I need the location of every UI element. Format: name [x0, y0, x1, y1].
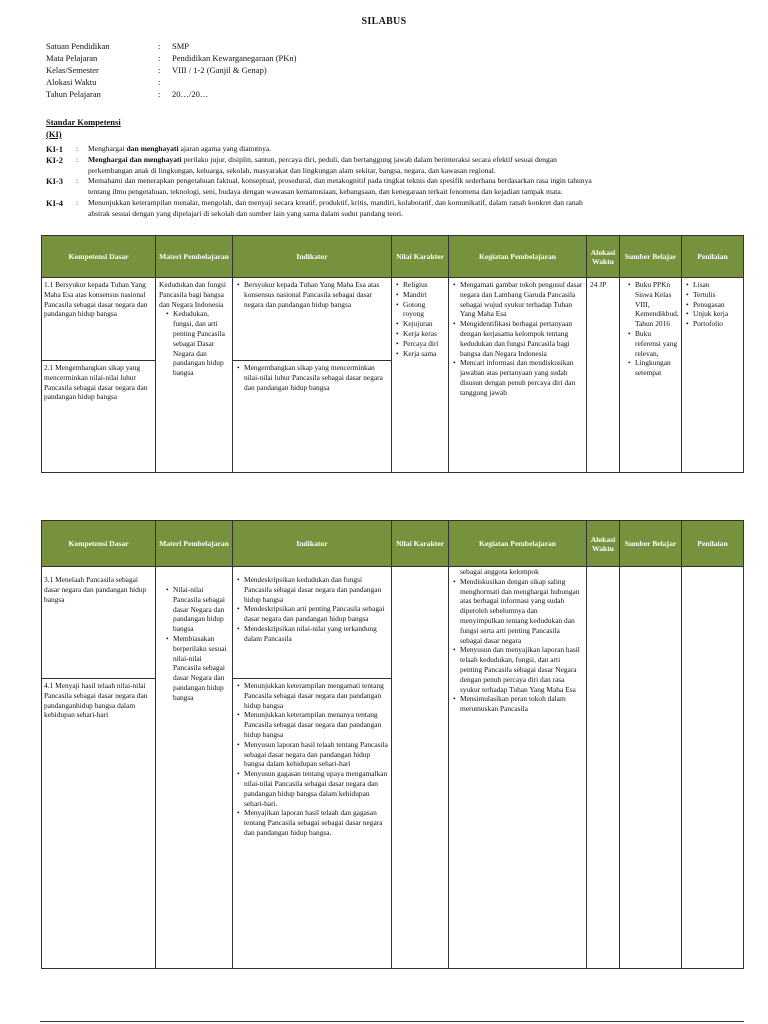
info-label: Tahun Pelajaran	[46, 89, 101, 99]
header-kompetensi-dasar: Kompetensi Dasar	[42, 236, 156, 278]
list-item: • Menyusun dan menyajikan laporan hasil telaah kedudukan, fungsi, dan arti penting Pancasila sebagai dasar Negara dengan penuh percaya diri dan rasa syukur terhadap Tuhan Yang Maha Esa	[460, 645, 583, 694]
table-row	[42, 278, 744, 361]
list-item: • Membiasakan berperilaku sesuai nilai-nilai Pancasila sebagai dasar Negara dan pandangan hidup bangsa	[173, 634, 229, 703]
standar-kompetensi	[46, 116, 121, 140]
header-indikator: Indikator	[233, 521, 392, 567]
header-kegiatan: Kegiatan Pembelajaran	[449, 236, 587, 278]
indikator-cell	[233, 278, 392, 361]
list-item: • Percaya diri	[403, 339, 445, 349]
page-divider	[40, 1021, 744, 1022]
list-item: • Gotong royong	[403, 300, 445, 320]
sumber-cell	[620, 567, 682, 969]
list-item: • Mendeskripsikan nilai-nilai yang terkandung dalam Pancasila	[244, 624, 388, 644]
ki-item: KI-4 : Menunjukkan keterampilan menalar, mengolah, dan menyaji secara kreatif, produktif, kritis, mandiri, kolaboratif, dan komunikatif, dalam ranah konkret dan ranah	[46, 197, 583, 208]
info-value: SMP	[172, 41, 190, 51]
list-item: • Kerja keras	[403, 329, 445, 339]
ki-list	[46, 144, 746, 220]
header-sumber: Sumber Belajar	[620, 521, 682, 567]
info-label: Alokasi Waktu	[46, 77, 97, 87]
header-kompetensi-dasar: Kompetensi Dasar	[42, 521, 156, 567]
kd-cell: 4.1 Menyaji hasil telaah nilai-nilai Pancasila sebagai dasar negara dan pandanganhidup bangsa dalam kehidupan sehari-hari	[42, 679, 156, 969]
list-item: • Menunjukkan keterampilan mengamati tentang Pancasila sebagai dasar negara dan pandangan hidup bangsa	[244, 681, 388, 710]
alokasi-cell	[587, 567, 620, 969]
materi-cell	[156, 567, 233, 969]
list-item: • Buku referensi yang relevan,	[635, 329, 678, 358]
indikator-cell	[233, 361, 392, 473]
list-item: • Mendeskripsikan kedudukan dan fungsi Pancasila sebagai dasar negara dan pandangan hidup bangsa	[244, 575, 388, 604]
info-value: Pendidikan Kewarganegaraan (PKn)	[172, 53, 297, 63]
list-item: • Mengembangkan sikap yang mencerminkan nilai-nilai luhur Pancasila sebagai dasar negara dan pandangan hidup bangsa	[244, 363, 388, 392]
list-item: • Unjuk kerja	[693, 309, 740, 319]
ki-continuation: perkembangan anak di lingkungan, keluarga, sekolah, masyarakat dan lingkungan alam sekitar, bangsa, negara, dan kawasan regional.	[88, 165, 496, 175]
ki-item: KI-2 : Menghargai dan menghayati perilaku jujur, disiplin, santun, percaya diri, peduli, dan bertanggung jawab dalam berinteraksi secara efektif sesuai dengan	[46, 154, 557, 165]
list-item: • Bersyukur kepada Tuhan Yang Maha Esa atas konsensus nasional Pancasila sebagai dasar negara dan pandangan hidup bangsa	[244, 280, 388, 309]
list-item: • Kedudukan, fungsi, dan arti penting Pancasila sebagai Dasar Negara dan pandangan hidup bangsa	[173, 309, 229, 378]
kegiatan-continuation: sebagai anggota kelompok	[460, 567, 539, 576]
sumber-cell	[620, 278, 682, 473]
list-item: • Tertulis	[693, 290, 740, 300]
list-item: • Buku PPKn Siswa Kelas VIII, Kemendikbud, Tahun 2016	[635, 280, 678, 329]
table-header-row	[42, 521, 744, 567]
list-item: • Mensimulasikan peran tokoh dalam merumuskan Pancasila	[460, 694, 583, 714]
header-penilaian: Penilaian	[682, 236, 744, 278]
penilaian-cell	[682, 567, 744, 969]
kd-cell: 2.1 Mengembangkan sikap yang mencerminkan nilai-nilai luhur Pancasila sebagai dasar negara dan pandangan hidup bangsa	[42, 361, 156, 473]
list-item: • Portofolio	[693, 319, 740, 329]
header-kegiatan: Kegiatan Pembelajaran	[449, 521, 587, 567]
list-item: • Nilai-nilai Pancasila sebagai dasar Negara dan pandangan hidup bangsa	[173, 585, 229, 634]
materi-cell: Kedudukan dan fungsi Pancasila bagi bangsa dan Negara Indonesia • Kedudukan, fungsi, dan arti penting Pancasila sebagai Dasar Negara dan pandangan hidup bangsa	[156, 278, 233, 473]
list-item: • Mandiri	[403, 290, 445, 300]
ki-item: KI-3 : Memahami dan menerapkan pengetahuan faktual, konseptual, prosedural, dan metakognitif pada tingkat teknis dan spesifik sederhana berdasarkan rasa ingin tahunya	[46, 176, 592, 187]
list-item: • Menunjukkan keterampilan menanya tentang Pancasila sebagai dasar negara dan pandangan hidup bangsa	[244, 710, 388, 739]
info-row: Alokasi Waktu :	[46, 77, 161, 87]
ki-continuation: tentang ilmu pengetahuan, teknologi, seni, budaya dengan wawasan kemanusiaan, kebangsaan, dan kenegaraan terkait fenomena dan kejadian tampak mata.	[88, 187, 563, 197]
header-materi: Materi Pembelajaran	[156, 521, 233, 567]
penilaian-cell	[682, 278, 744, 473]
info-label: Mata Pelajaran	[46, 53, 98, 63]
info-value: 20…/20…	[172, 89, 209, 99]
list-item: • Religius	[403, 280, 445, 290]
header-penilaian: Penilaian	[682, 521, 744, 567]
info-value: VIII / 1-2 (Ganjil & Genap)	[172, 65, 267, 75]
kd-cell: 1.1 Bersyukur kepada Tuhan Yang Maha Esa atas konsensus nasional Pancasila sebagai dasar negara dan pandangan hidup bangsa	[42, 278, 156, 361]
list-item: • Mendiskusikan dengan sikap saling menghormati dan menghargai hubungan atas berbagai informasi yang sudah diperoleh sebelumnya dan menyimpulkan tentang kedudukan dan fungsi serta arti penting Pancasila sebagai dasar negara	[460, 577, 583, 646]
info-row: Satuan Pendidikan : SMP	[46, 41, 190, 51]
table-row	[42, 567, 744, 679]
ki-continuation: abstrak sesuai dengan yang dipelajari di sekolah dan sumber lain yang sama dalam sudut pandang teori.	[88, 208, 404, 218]
list-item: • Penugasan	[693, 300, 740, 310]
document-info	[46, 40, 296, 100]
list-item: • Menyusun gagasan tentang upaya mengamalkan nilai-nilai Pancasila sebagai dasar negara dan pandangan hidup bangsa dalam kehidupan sehari-hari.	[244, 769, 388, 808]
syllabus-table-2	[41, 520, 744, 969]
header-nilai-karakter: Nilai Karakter	[392, 236, 449, 278]
list-item: • Kejujuran	[403, 319, 445, 329]
header-alokasi: Alokasi Waktu	[587, 521, 620, 567]
info-row: Tahun Pelajaran : 20…/20…	[46, 89, 209, 99]
page-title: SILABUS	[361, 16, 407, 27]
indikator-cell	[233, 679, 392, 969]
kegiatan-cell	[449, 567, 587, 969]
list-item: • Mendeskripsikan arti penting Pancasila sebagai dasar negara dan pandangan hidup bangsa	[244, 604, 388, 624]
syllabus-table-1	[41, 235, 744, 473]
info-row: Mata Pelajaran : Pendidikan Kewarganegaraan (PKn)	[46, 53, 297, 63]
kegiatan-cell	[449, 278, 587, 473]
standar-sub: (KI)	[46, 129, 62, 139]
nilai-cell	[392, 567, 449, 969]
kd-cell: 3.1 Menelaah Pancasila sebagai dasar negara dan pandangan hidup bangsa	[42, 567, 156, 679]
list-item: • Menyusun laporan hasil telaah tentang Pancasila sebagai dasar negara dan pandangan hidup bangsa dalam kehidupan sehari-hari	[244, 740, 388, 769]
list-item: • Mengidentifikasi berbagai pertanyaan dengan kerjasama kelompok tentang kedudukan dan fungsi Pancasila bagi bangsa dan Negara Indonesia	[460, 319, 583, 358]
list-item: • Menyajikan laporan hasil telaah dan gagasan tentang Pancasila sebagai sebagai dasar negara dan pandangan hidup bangsa.	[244, 808, 388, 837]
header-indikator: Indikator	[233, 236, 392, 278]
list-item: • Lingkungan setempat	[635, 358, 678, 378]
header-nilai-karakter: Nilai Karakter	[392, 521, 449, 567]
info-label: Kelas/Semester	[46, 65, 99, 75]
ki-item: KI-1 : Menghargai dan menghayati ajaran agama yang dianutnya.	[46, 144, 272, 154]
list-item: • Kerja sama	[403, 349, 445, 359]
list-item: • Lisan	[693, 280, 740, 290]
info-row: Kelas/Semester : VIII / 1-2 (Ganjil & Genap)	[46, 65, 267, 75]
indikator-cell	[233, 567, 392, 679]
list-item: • Mengamati gambar tokoh pengusul dasar negara dan Lambang Garuda Pancasila sebagai wujud syukur terhadap Tuhan Yang Maha Esa	[460, 280, 583, 319]
nilai-cell	[392, 278, 449, 473]
standar-heading: Standar Kompetensi	[46, 117, 121, 127]
header-materi: Materi Pembelajaran	[156, 236, 233, 278]
header-sumber: Sumber Belajar	[620, 236, 682, 278]
info-label: Satuan Pendidikan	[46, 41, 110, 51]
list-item: • Mencari informasi dan mendiskusikan jawaban atas pertanyaan yang sudah disusun dengan penuh percaya diri dan tanggung jawab	[460, 358, 583, 397]
alokasi-cell: 24 JP	[587, 278, 620, 473]
table-header-row	[42, 236, 744, 278]
header-alokasi: Alokasi Waktu	[587, 236, 620, 278]
